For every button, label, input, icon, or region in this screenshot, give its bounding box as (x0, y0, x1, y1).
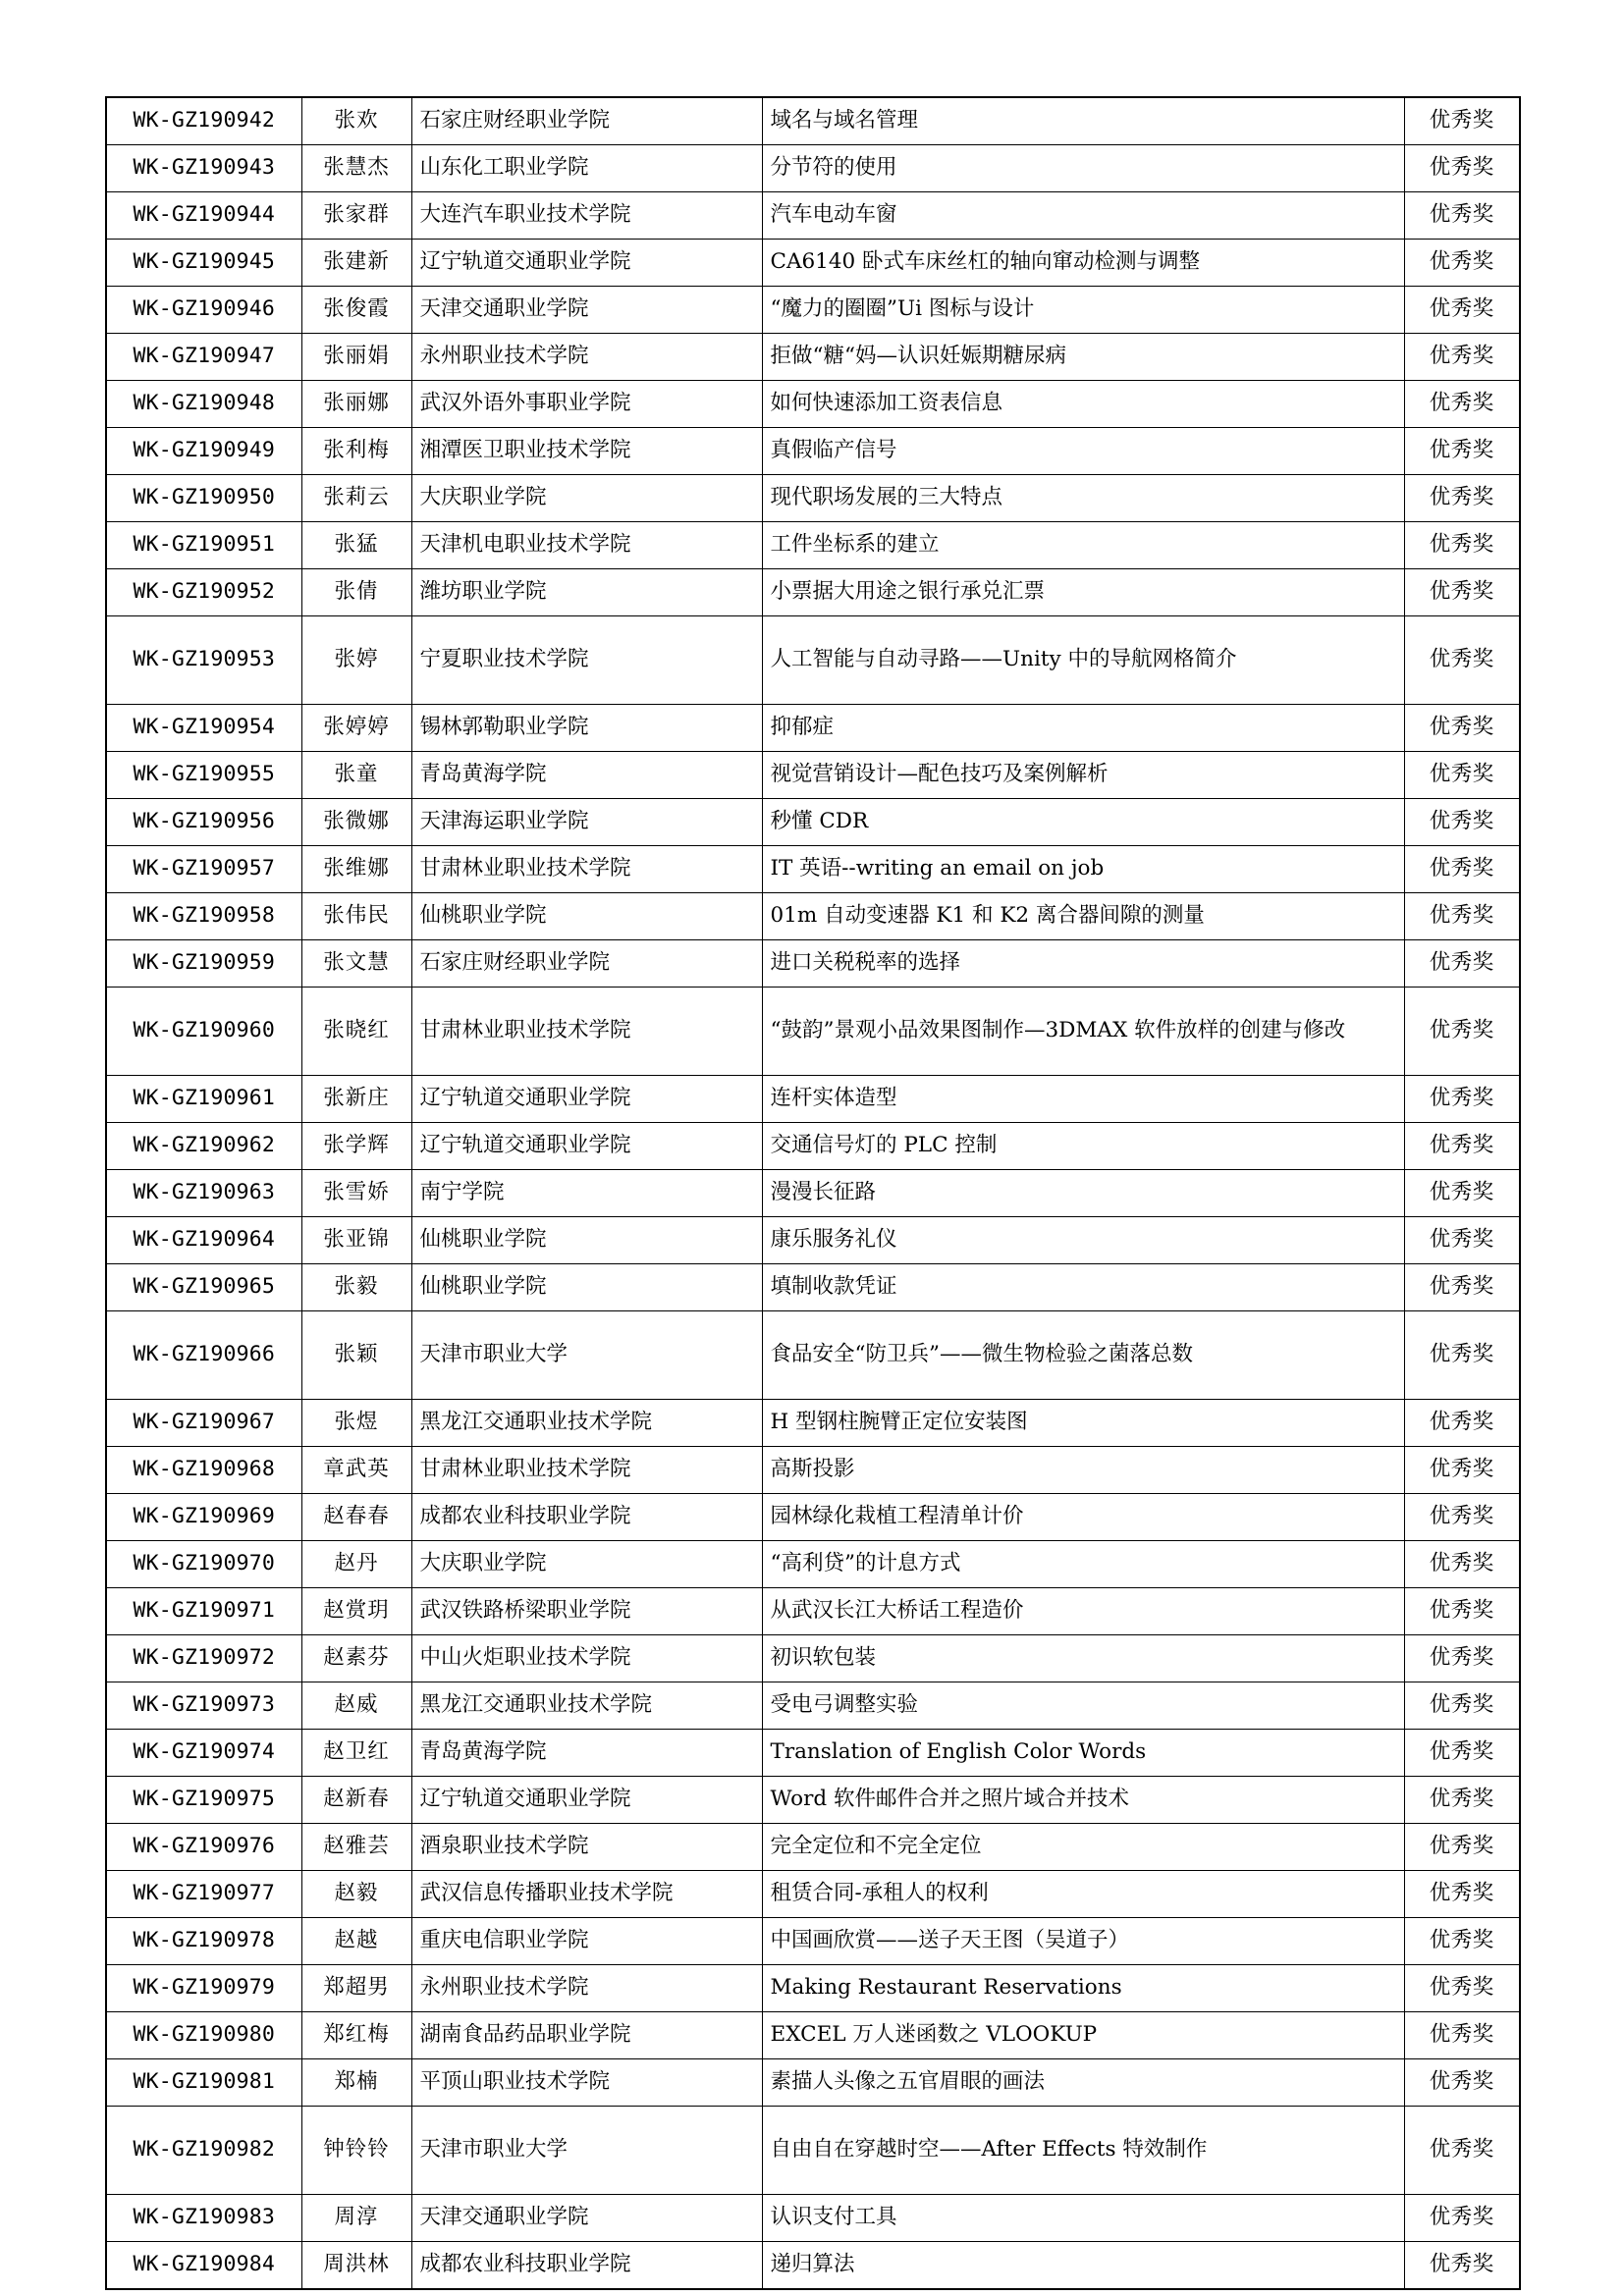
cell-school: 青岛黄海学院 (411, 752, 762, 799)
cell-school: 大庆职业学院 (411, 475, 762, 522)
cell-title: EXCEL 万人迷函数之 VLOOKUP (762, 2012, 1404, 2059)
cell-code: WK-GZ190973 (106, 1682, 301, 1730)
cell-name: 章武英 (301, 1447, 411, 1494)
table-row (106, 1965, 1520, 2012)
cell-code: WK-GZ190980 (106, 2012, 301, 2059)
table-row (106, 799, 1520, 846)
cell-title: 视觉营销设计—配色技巧及案例解析 (762, 752, 1404, 799)
cell-code: WK-GZ190974 (106, 1730, 301, 1777)
table-row (106, 752, 1520, 799)
cell-school: 永州职业技术学院 (411, 334, 762, 381)
cell-title: IT 英语--writing an email on job (762, 846, 1404, 893)
table-row (106, 1123, 1520, 1170)
cell-name: 张维娜 (301, 846, 411, 893)
cell-award: 优秀奖 (1404, 1264, 1520, 1311)
cell-title: 域名与域名管理 (762, 97, 1404, 145)
table-row (106, 1400, 1520, 1447)
cell-name: 张雪娇 (301, 1170, 411, 1217)
cell-award: 优秀奖 (1404, 1076, 1520, 1123)
cell-award: 优秀奖 (1404, 334, 1520, 381)
cell-school: 仙桃职业学院 (411, 1217, 762, 1264)
cell-name: 赵春春 (301, 1494, 411, 1541)
cell-award: 优秀奖 (1404, 569, 1520, 616)
table-row (106, 1777, 1520, 1824)
cell-school: 成都农业科技职业学院 (411, 1494, 762, 1541)
cell-name: 赵新春 (301, 1777, 411, 1824)
cell-title: 初识软包装 (762, 1635, 1404, 1682)
cell-code: WK-GZ190963 (106, 1170, 301, 1217)
cell-award: 优秀奖 (1404, 1311, 1520, 1400)
cell-school: 天津市职业大学 (411, 1311, 762, 1400)
cell-code: WK-GZ190949 (106, 428, 301, 475)
cell-school: 武汉外语外事职业学院 (411, 381, 762, 428)
cell-name: 张建新 (301, 240, 411, 287)
cell-code: WK-GZ190983 (106, 2195, 301, 2242)
cell-title: 工件坐标系的建立 (762, 522, 1404, 569)
cell-school: 天津交通职业学院 (411, 287, 762, 334)
cell-code: WK-GZ190968 (106, 1447, 301, 1494)
table-row (106, 192, 1520, 240)
cell-award: 优秀奖 (1404, 1635, 1520, 1682)
cell-title: 如何快速添加工资表信息 (762, 381, 1404, 428)
cell-name: 张颖 (301, 1311, 411, 1400)
cell-code: WK-GZ190961 (106, 1076, 301, 1123)
cell-school: 辽宁轨道交通职业学院 (411, 1123, 762, 1170)
cell-award: 优秀奖 (1404, 1170, 1520, 1217)
cell-school: 甘肃林业职业技术学院 (411, 1447, 762, 1494)
cell-award: 优秀奖 (1404, 1217, 1520, 1264)
cell-award: 优秀奖 (1404, 846, 1520, 893)
cell-code: WK-GZ190953 (106, 616, 301, 705)
cell-title: 高斯投影 (762, 1447, 1404, 1494)
cell-title: Word 软件邮件合并之照片域合并技术 (762, 1777, 1404, 1824)
cell-name: 郑超男 (301, 1965, 411, 2012)
cell-award: 优秀奖 (1404, 940, 1520, 988)
cell-award: 优秀奖 (1404, 1123, 1520, 1170)
cell-title: 素描人头像之五官眉眼的画法 (762, 2059, 1404, 2107)
cell-name: 张微娜 (301, 799, 411, 846)
cell-school: 中山火炬职业技术学院 (411, 1635, 762, 1682)
cell-name: 张婷婷 (301, 705, 411, 752)
cell-school: 甘肃林业职业技术学院 (411, 846, 762, 893)
cell-school: 南宁学院 (411, 1170, 762, 1217)
cell-award: 优秀奖 (1404, 1447, 1520, 1494)
cell-title: 中国画欣赏——送子天王图（吴道子） (762, 1918, 1404, 1965)
cell-award: 优秀奖 (1404, 2195, 1520, 2242)
table-row (106, 2059, 1520, 2107)
cell-school: 黑龙江交通职业技术学院 (411, 1682, 762, 1730)
cell-school: 永州职业技术学院 (411, 1965, 762, 2012)
cell-name: 赵赏玥 (301, 1588, 411, 1635)
cell-award: 优秀奖 (1404, 287, 1520, 334)
cell-title: 递归算法 (762, 2242, 1404, 2290)
cell-school: 甘肃林业职业技术学院 (411, 988, 762, 1076)
cell-school: 湖南食品药品职业学院 (411, 2012, 762, 2059)
cell-award: 优秀奖 (1404, 1494, 1520, 1541)
cell-code: WK-GZ190979 (106, 1965, 301, 2012)
cell-award: 优秀奖 (1404, 1871, 1520, 1918)
cell-school: 平顶山职业技术学院 (411, 2059, 762, 2107)
cell-award: 优秀奖 (1404, 1682, 1520, 1730)
cell-code: WK-GZ190976 (106, 1824, 301, 1871)
cell-title: “高利贷”的计息方式 (762, 1541, 1404, 1588)
cell-name: 赵卫红 (301, 1730, 411, 1777)
cell-award: 优秀奖 (1404, 145, 1520, 192)
cell-title: 抑郁症 (762, 705, 1404, 752)
cell-name: 张莉云 (301, 475, 411, 522)
cell-award: 优秀奖 (1404, 2242, 1520, 2290)
cell-award: 优秀奖 (1404, 192, 1520, 240)
cell-award: 优秀奖 (1404, 522, 1520, 569)
table-row (106, 1264, 1520, 1311)
cell-school: 辽宁轨道交通职业学院 (411, 1076, 762, 1123)
cell-name: 张文慧 (301, 940, 411, 988)
cell-title: 拒做“糖“妈—认识妊娠期糖尿病 (762, 334, 1404, 381)
cell-name: 张伟民 (301, 893, 411, 940)
table-row (106, 893, 1520, 940)
cell-name: 张煜 (301, 1400, 411, 1447)
cell-code: WK-GZ190954 (106, 705, 301, 752)
cell-title: CA6140 卧式车床丝杠的轴向窜动检测与调整 (762, 240, 1404, 287)
table-row (106, 428, 1520, 475)
cell-name: 赵雅芸 (301, 1824, 411, 1871)
table-row (106, 1541, 1520, 1588)
cell-name: 钟铃铃 (301, 2107, 411, 2195)
cell-code: WK-GZ190981 (106, 2059, 301, 2107)
cell-award: 优秀奖 (1404, 97, 1520, 145)
cell-code: WK-GZ190975 (106, 1777, 301, 1824)
cell-school: 天津机电职业技术学院 (411, 522, 762, 569)
cell-name: 张婷 (301, 616, 411, 705)
table-row (106, 1217, 1520, 1264)
cell-school: 辽宁轨道交通职业学院 (411, 1777, 762, 1824)
cell-award: 优秀奖 (1404, 1918, 1520, 1965)
cell-school: 武汉铁路桥梁职业学院 (411, 1588, 762, 1635)
cell-school: 青岛黄海学院 (411, 1730, 762, 1777)
cell-award: 优秀奖 (1404, 2059, 1520, 2107)
table-row (106, 616, 1520, 705)
cell-title: 园林绿化栽植工程清单计价 (762, 1494, 1404, 1541)
cell-name: 郑红梅 (301, 2012, 411, 2059)
cell-school: 锡林郭勒职业学院 (411, 705, 762, 752)
cell-title: “鼓韵”景观小品效果图制作—3DMAX 软件放样的创建与修改 (762, 988, 1404, 1076)
cell-code: WK-GZ190960 (106, 988, 301, 1076)
cell-code: WK-GZ190984 (106, 2242, 301, 2290)
cell-code: WK-GZ190952 (106, 569, 301, 616)
cell-school: 酒泉职业技术学院 (411, 1824, 762, 1871)
table-row (106, 1824, 1520, 1871)
cell-school: 宁夏职业技术学院 (411, 616, 762, 705)
cell-code: WK-GZ190945 (106, 240, 301, 287)
table-row (106, 1588, 1520, 1635)
table-row (106, 1076, 1520, 1123)
cell-title: 分节符的使用 (762, 145, 1404, 192)
cell-school: 重庆电信职业学院 (411, 1918, 762, 1965)
cell-code: WK-GZ190956 (106, 799, 301, 846)
cell-code: WK-GZ190943 (106, 145, 301, 192)
table-row (106, 381, 1520, 428)
cell-code: WK-GZ190951 (106, 522, 301, 569)
cell-name: 赵素芬 (301, 1635, 411, 1682)
cell-name: 张晓红 (301, 988, 411, 1076)
cell-title: Making Restaurant Reservations (762, 1965, 1404, 2012)
cell-award: 优秀奖 (1404, 1400, 1520, 1447)
cell-name: 张丽娟 (301, 334, 411, 381)
cell-code: WK-GZ190957 (106, 846, 301, 893)
cell-name: 张毅 (301, 1264, 411, 1311)
cell-award: 优秀奖 (1404, 475, 1520, 522)
table-row (106, 1635, 1520, 1682)
cell-school: 大连汽车职业技术学院 (411, 192, 762, 240)
table-row (106, 1494, 1520, 1541)
cell-name: 郑楠 (301, 2059, 411, 2107)
table-row (106, 940, 1520, 988)
table-row (106, 1730, 1520, 1777)
cell-award: 优秀奖 (1404, 752, 1520, 799)
award-table (105, 96, 1521, 2290)
cell-name: 赵丹 (301, 1541, 411, 1588)
cell-title: 汽车电动车窗 (762, 192, 1404, 240)
cell-title: 人工智能与自动寻路——Unity 中的导航网格简介 (762, 616, 1404, 705)
cell-title: 完全定位和不完全定位 (762, 1824, 1404, 1871)
cell-school: 山东化工职业学院 (411, 145, 762, 192)
cell-school: 天津交通职业学院 (411, 2195, 762, 2242)
cell-award: 优秀奖 (1404, 616, 1520, 705)
cell-name: 张猛 (301, 522, 411, 569)
cell-award: 优秀奖 (1404, 2107, 1520, 2195)
award-table-container (105, 96, 1519, 2290)
cell-code: WK-GZ190948 (106, 381, 301, 428)
cell-school: 石家庄财经职业学院 (411, 97, 762, 145)
cell-code: WK-GZ190965 (106, 1264, 301, 1311)
cell-code: WK-GZ190959 (106, 940, 301, 988)
cell-code: WK-GZ190972 (106, 1635, 301, 1682)
cell-name: 周洪林 (301, 2242, 411, 2290)
cell-award: 优秀奖 (1404, 799, 1520, 846)
cell-name: 张学辉 (301, 1123, 411, 1170)
cell-school: 天津市职业大学 (411, 2107, 762, 2195)
table-row (106, 2242, 1520, 2290)
table-row (106, 240, 1520, 287)
cell-name: 赵毅 (301, 1871, 411, 1918)
cell-award: 优秀奖 (1404, 2012, 1520, 2059)
cell-school: 大庆职业学院 (411, 1541, 762, 1588)
cell-name: 张慧杰 (301, 145, 411, 192)
table-row (106, 475, 1520, 522)
cell-name: 张俊霞 (301, 287, 411, 334)
cell-school: 黑龙江交通职业技术学院 (411, 1400, 762, 1447)
cell-award: 优秀奖 (1404, 1730, 1520, 1777)
cell-name: 张童 (301, 752, 411, 799)
cell-code: WK-GZ190955 (106, 752, 301, 799)
cell-code: WK-GZ190967 (106, 1400, 301, 1447)
cell-name: 张倩 (301, 569, 411, 616)
cell-title: 秒懂 CDR (762, 799, 1404, 846)
table-row (106, 145, 1520, 192)
cell-title: “魔力的圈圈”Ui 图标与设计 (762, 287, 1404, 334)
cell-name: 张欢 (301, 97, 411, 145)
cell-code: WK-GZ190942 (106, 97, 301, 145)
cell-award: 优秀奖 (1404, 1824, 1520, 1871)
cell-award: 优秀奖 (1404, 1777, 1520, 1824)
cell-code: WK-GZ190978 (106, 1918, 301, 1965)
cell-title: 小票据大用途之银行承兑汇票 (762, 569, 1404, 616)
cell-title: 现代职场发展的三大特点 (762, 475, 1404, 522)
cell-code: WK-GZ190962 (106, 1123, 301, 1170)
cell-title: 从武汉长江大桥话工程造价 (762, 1588, 1404, 1635)
table-row (106, 1682, 1520, 1730)
cell-title: 01m 自动变速器 K1 和 K2 离合器间隙的测量 (762, 893, 1404, 940)
table-row (106, 2107, 1520, 2195)
table-row (106, 1871, 1520, 1918)
cell-code: WK-GZ190982 (106, 2107, 301, 2195)
cell-title: 租赁合同-承租人的权利 (762, 1871, 1404, 1918)
cell-title: 交通信号灯的 PLC 控制 (762, 1123, 1404, 1170)
cell-code: WK-GZ190971 (106, 1588, 301, 1635)
cell-award: 优秀奖 (1404, 1541, 1520, 1588)
cell-school: 成都农业科技职业学院 (411, 2242, 762, 2290)
table-row (106, 1918, 1520, 1965)
cell-name: 周淳 (301, 2195, 411, 2242)
table-row (106, 287, 1520, 334)
table-row (106, 846, 1520, 893)
cell-code: WK-GZ190950 (106, 475, 301, 522)
table-row (106, 2012, 1520, 2059)
cell-name: 张丽娜 (301, 381, 411, 428)
cell-title: 自由自在穿越时空——After Effects 特效制作 (762, 2107, 1404, 2195)
cell-award: 优秀奖 (1404, 1965, 1520, 2012)
cell-award: 优秀奖 (1404, 1588, 1520, 1635)
cell-award: 优秀奖 (1404, 988, 1520, 1076)
cell-school: 武汉信息传播职业技术学院 (411, 1871, 762, 1918)
cell-award: 优秀奖 (1404, 893, 1520, 940)
cell-code: WK-GZ190944 (106, 192, 301, 240)
cell-title: 连杆实体造型 (762, 1076, 1404, 1123)
cell-name: 赵越 (301, 1918, 411, 1965)
cell-school: 石家庄财经职业学院 (411, 940, 762, 988)
cell-title: 受电弓调整实验 (762, 1682, 1404, 1730)
cell-title: 填制收款凭证 (762, 1264, 1404, 1311)
cell-award: 优秀奖 (1404, 381, 1520, 428)
cell-code: WK-GZ190946 (106, 287, 301, 334)
table-row (106, 1170, 1520, 1217)
cell-title: H 型钢柱腕臂正定位安装图 (762, 1400, 1404, 1447)
cell-code: WK-GZ190970 (106, 1541, 301, 1588)
cell-code: WK-GZ190977 (106, 1871, 301, 1918)
cell-title: Translation of English Color Words (762, 1730, 1404, 1777)
cell-code: WK-GZ190969 (106, 1494, 301, 1541)
cell-school: 天津海运职业学院 (411, 799, 762, 846)
table-row (106, 1311, 1520, 1400)
table-row (106, 97, 1520, 145)
table-row (106, 705, 1520, 752)
table-row (106, 988, 1520, 1076)
table-row (106, 522, 1520, 569)
table-row (106, 1447, 1520, 1494)
cell-title: 认识支付工具 (762, 2195, 1404, 2242)
award-table-body (106, 97, 1520, 2289)
cell-school: 仙桃职业学院 (411, 893, 762, 940)
cell-name: 张利梅 (301, 428, 411, 475)
cell-code: WK-GZ190964 (106, 1217, 301, 1264)
cell-name: 赵威 (301, 1682, 411, 1730)
cell-award: 优秀奖 (1404, 240, 1520, 287)
cell-name: 张新庄 (301, 1076, 411, 1123)
cell-code: WK-GZ190947 (106, 334, 301, 381)
cell-award: 优秀奖 (1404, 428, 1520, 475)
cell-school: 仙桃职业学院 (411, 1264, 762, 1311)
cell-title: 食品安全“防卫兵”——微生物检验之菌落总数 (762, 1311, 1404, 1400)
cell-name: 张亚锦 (301, 1217, 411, 1264)
cell-award: 优秀奖 (1404, 705, 1520, 752)
cell-code: WK-GZ190958 (106, 893, 301, 940)
table-row (106, 569, 1520, 616)
cell-title: 康乐服务礼仪 (762, 1217, 1404, 1264)
cell-title: 进口关税税率的选择 (762, 940, 1404, 988)
cell-name: 张家群 (301, 192, 411, 240)
cell-school: 辽宁轨道交通职业学院 (411, 240, 762, 287)
cell-title: 漫漫长征路 (762, 1170, 1404, 1217)
cell-school: 潍坊职业学院 (411, 569, 762, 616)
cell-code: WK-GZ190966 (106, 1311, 301, 1400)
table-row (106, 334, 1520, 381)
cell-title: 真假临产信号 (762, 428, 1404, 475)
table-row (106, 2195, 1520, 2242)
cell-school: 湘潭医卫职业技术学院 (411, 428, 762, 475)
